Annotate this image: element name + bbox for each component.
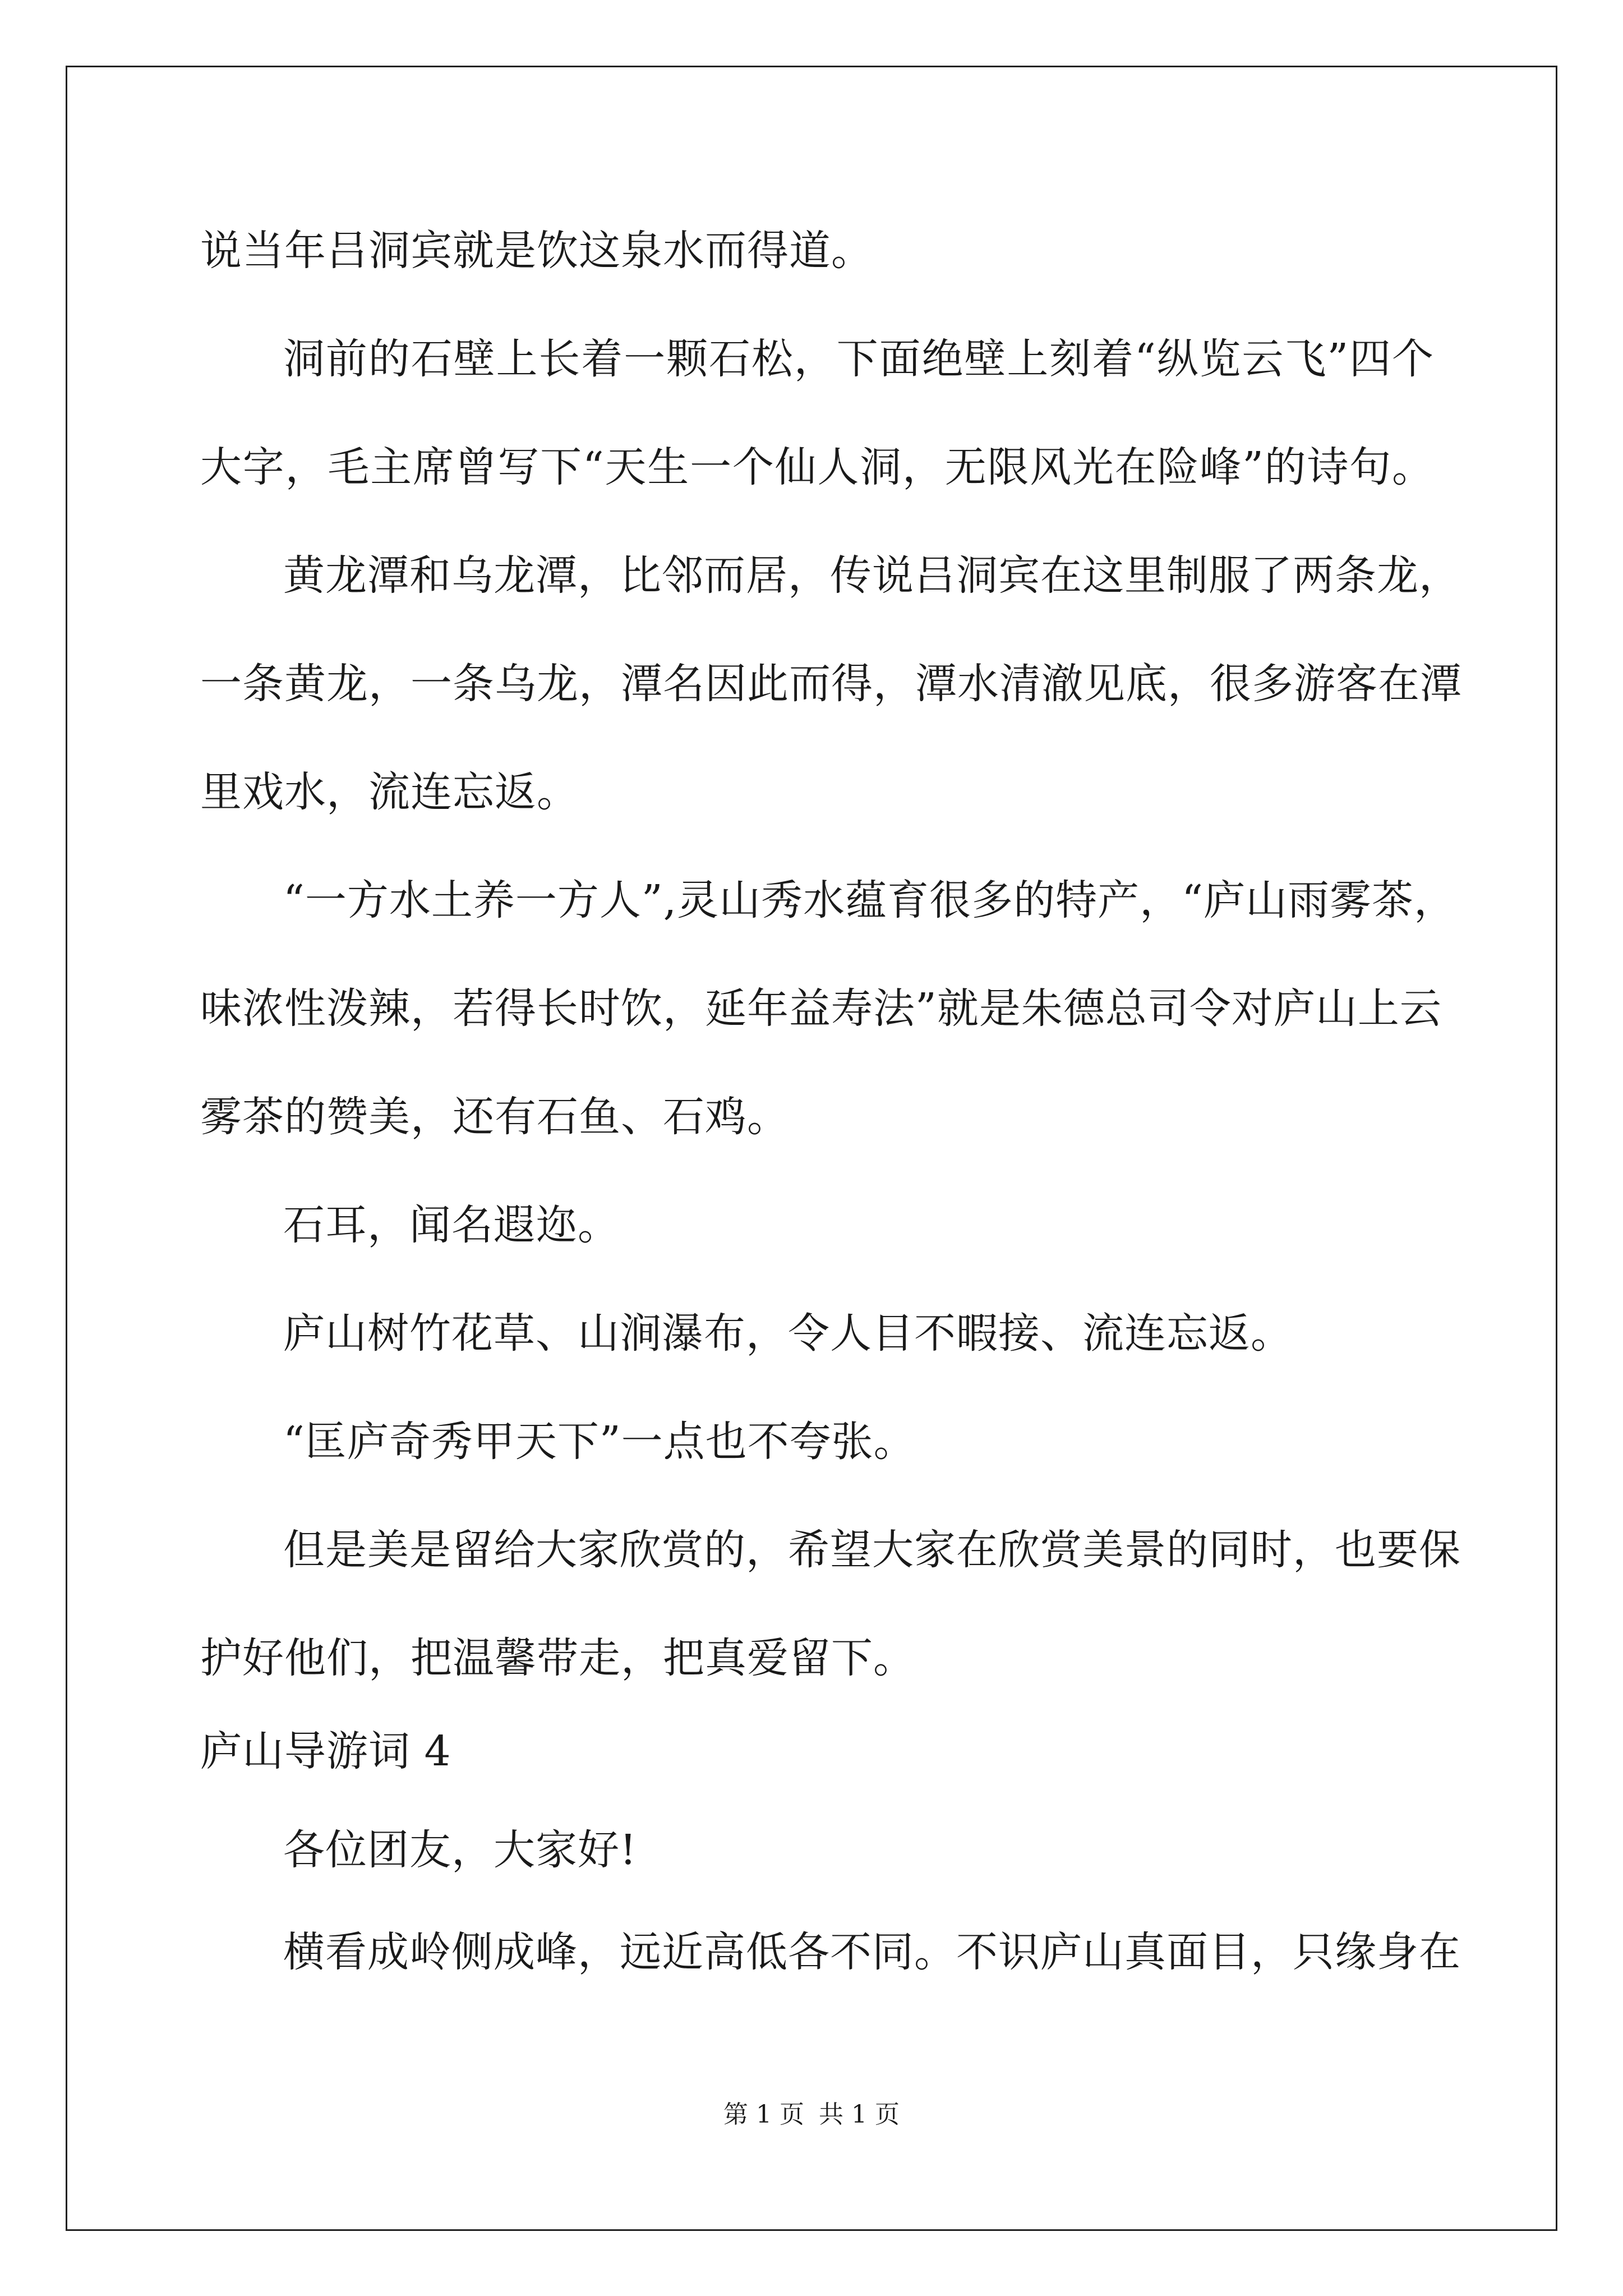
text-line: 庐山树竹花草、山涧瀑布，令人目不暇接、流连忘返。: [283, 1309, 1293, 1358]
text-line: 说当年吕洞宾就是饮这泉水而得道。: [200, 227, 873, 275]
text-line: “匡庐奇秀甲天下”一点也不夸张。: [283, 1418, 916, 1466]
text-line: 大字，毛主席曾写下“天生一个仙人洞，无限风光在险峰”的诗句。: [200, 443, 1434, 491]
text-line: 各位团友，大家好!: [283, 1826, 637, 1874]
text-line: 雾茶的赞美，还有石鱼、石鸡。: [200, 1093, 789, 1141]
text-line: 黄龙潭和乌龙潭，比邻而居，传说吕洞宾在这里制服了两条龙，: [283, 551, 1461, 600]
section-heading: 庐山导游词 4: [200, 1727, 451, 1775]
text-line: 洞前的石壁上长着一颗石松，下面绝壁上刻着“纵览云飞”四个: [283, 335, 1434, 383]
text-line: 但是美是留给大家欣赏的，希望大家在欣赏美景的同时，也要保: [283, 1526, 1461, 1574]
page-number: 第 1 页: [723, 2100, 804, 2129]
text-line: 石耳，闻名遐迩。: [283, 1201, 620, 1249]
text-line: 护好他们，把温馨带走，把真爱留下。: [200, 1634, 915, 1682]
text-line: 里戏水，流连忘返。: [200, 768, 579, 816]
text-line: “一方水土养一方人”,灵山秀水蕴育很多的特产，“庐山雨雾茶，: [283, 876, 1456, 924]
page-footer: [0, 2098, 1623, 2132]
text-line: 味浓性泼辣，若得长时饮，延年益寿法”就是朱德总司令对庐山上云: [200, 984, 1442, 1033]
text-line: 横看成岭侧成峰，远近高低各不同。不识庐山真面目，只缘身在: [283, 1928, 1461, 1976]
text-line: 一条黄龙，一条乌龙，潭名因此而得，潭水清澈见底，很多游客在潭: [200, 660, 1462, 708]
page-total: 共 1 页: [819, 2100, 900, 2129]
